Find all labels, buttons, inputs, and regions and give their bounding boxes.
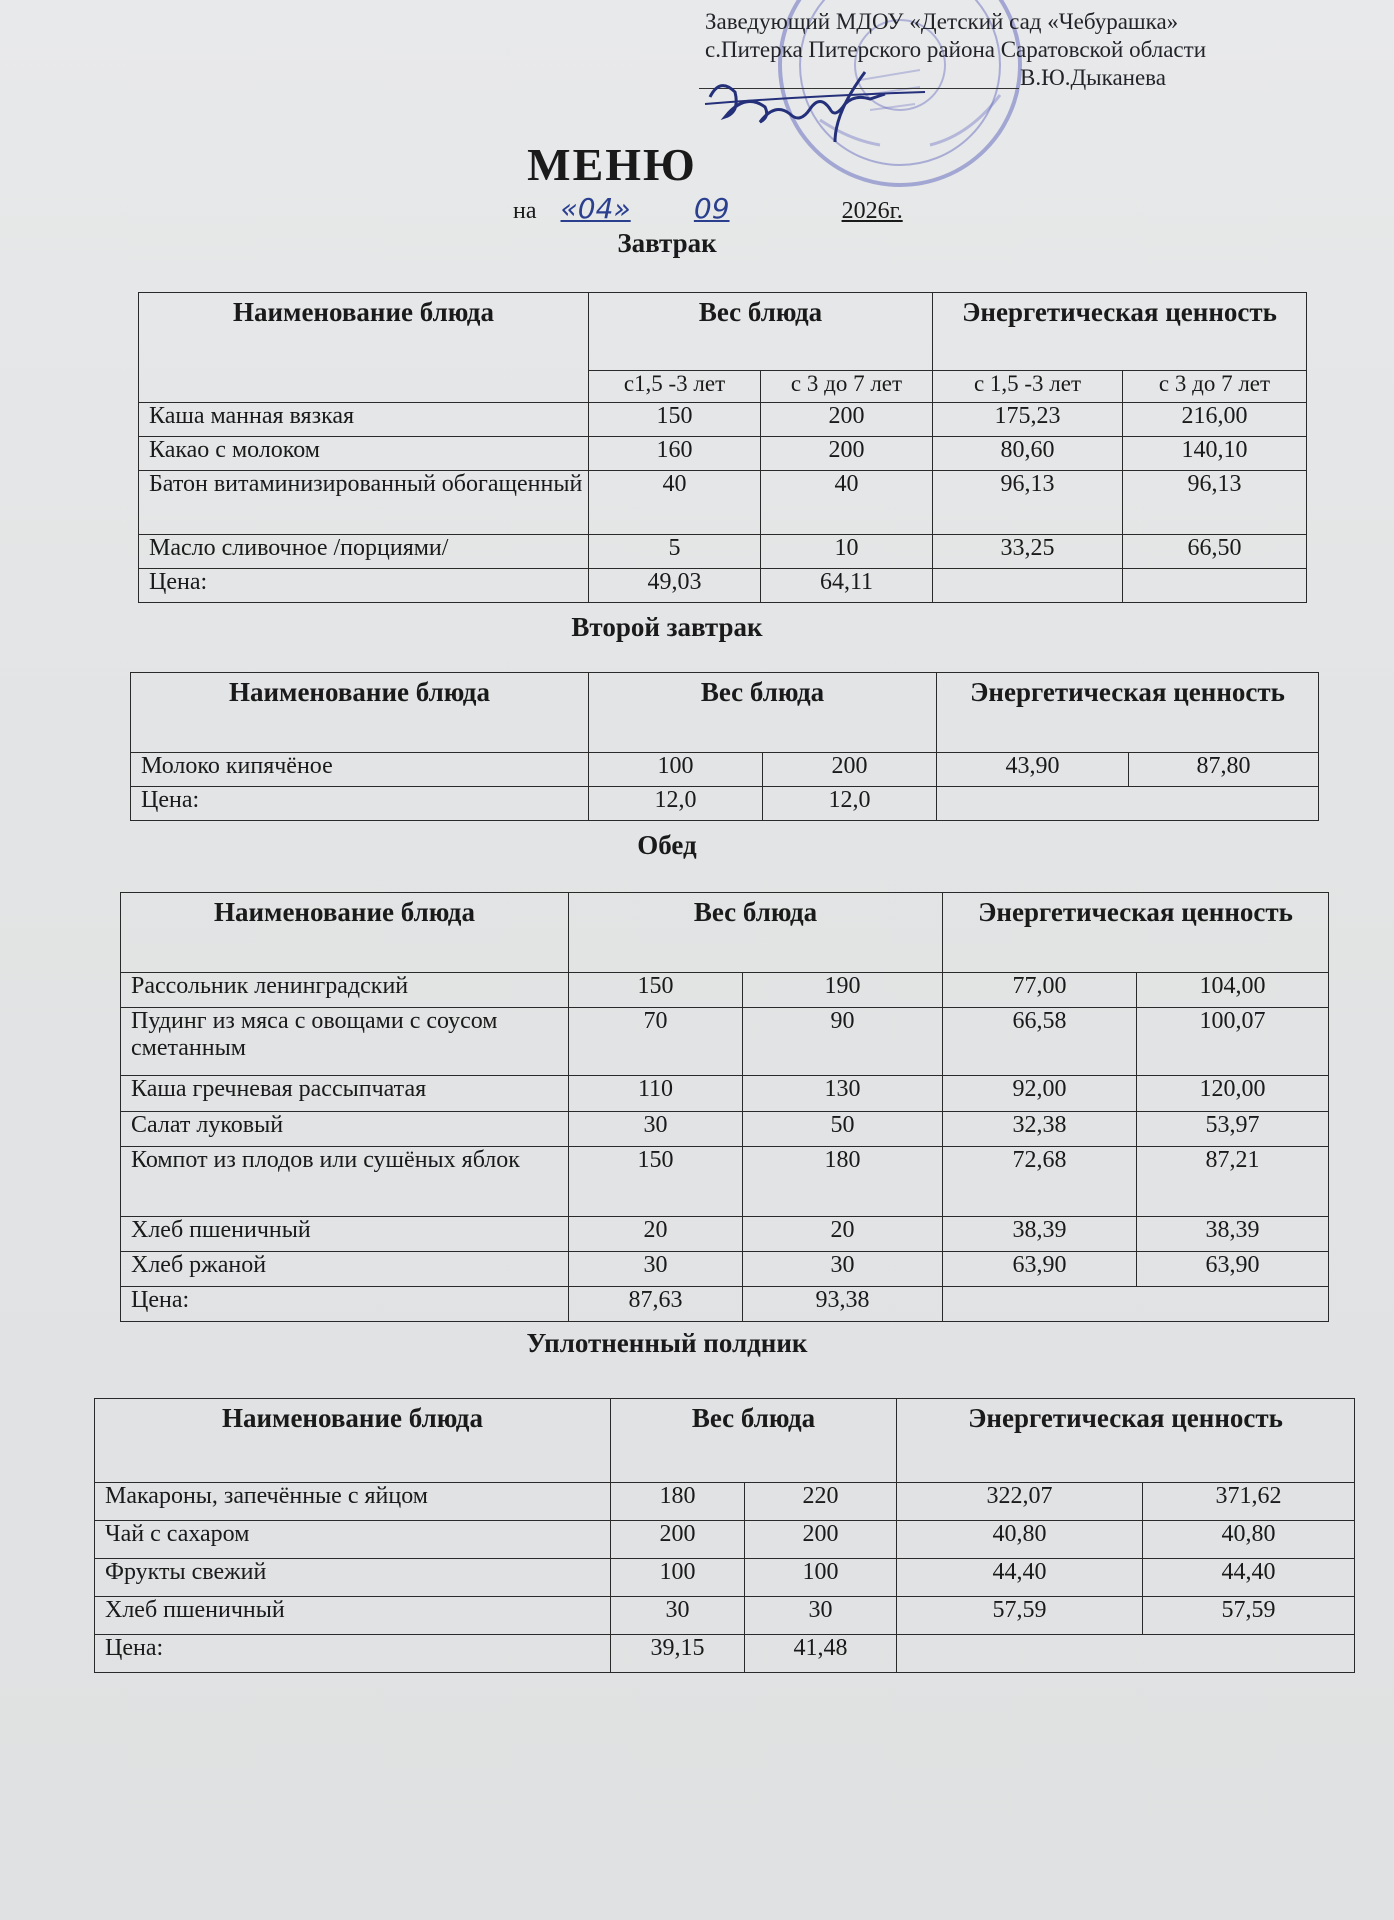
header-weight: Вес блюда bbox=[569, 893, 943, 973]
price-label: Цена: bbox=[139, 569, 589, 603]
energy-value: 96,13 bbox=[1123, 471, 1307, 535]
price-value: 39,15 bbox=[611, 1635, 745, 1673]
energy-value: 43,90 bbox=[937, 753, 1129, 787]
weight-value: 150 bbox=[569, 1147, 743, 1217]
weight-value: 160 bbox=[589, 437, 761, 471]
price-value: 41,48 bbox=[745, 1635, 897, 1673]
energy-value: 57,59 bbox=[1143, 1597, 1355, 1635]
energy-value: 40,80 bbox=[897, 1521, 1143, 1559]
energy-value: 104,00 bbox=[1137, 973, 1329, 1008]
section-title-lunch: Обед bbox=[637, 830, 697, 860]
dish-name: Батон витаминизированный обогащенный bbox=[139, 471, 589, 535]
energy-value: 63,90 bbox=[1137, 1252, 1329, 1287]
weight-value: 100 bbox=[589, 753, 763, 787]
weight-value: 30 bbox=[611, 1597, 745, 1635]
weight-value: 100 bbox=[745, 1559, 897, 1597]
weight-value: 180 bbox=[611, 1483, 745, 1521]
energy-value: 96,13 bbox=[933, 471, 1123, 535]
dish-name: Рассольник ленинградский bbox=[121, 973, 569, 1008]
energy-value: 371,62 bbox=[1143, 1483, 1355, 1521]
dish-name: Масло сливочное /порциями/ bbox=[139, 535, 589, 569]
price-value: 87,63 bbox=[569, 1287, 743, 1322]
dish-name: Какао с молоком bbox=[139, 437, 589, 471]
weight-value: 30 bbox=[569, 1252, 743, 1287]
header-weight: Вес блюда bbox=[589, 293, 933, 371]
energy-value: 32,38 bbox=[943, 1112, 1137, 1147]
date-year: 2026г. bbox=[841, 198, 903, 224]
price-value: 12,0 bbox=[763, 787, 937, 821]
energy-value: 120,00 bbox=[1137, 1076, 1329, 1112]
approval-location: с.Питерка Питерского района Саратовской области bbox=[705, 37, 1207, 62]
header-weight: Вес блюда bbox=[611, 1399, 897, 1483]
table-row bbox=[95, 1521, 1355, 1559]
energy-value: 92,00 bbox=[943, 1076, 1137, 1112]
table-row bbox=[121, 973, 1329, 1008]
price-label: Цена: bbox=[121, 1287, 569, 1322]
weight-value: 5 bbox=[589, 535, 761, 569]
weight-value: 30 bbox=[743, 1252, 943, 1287]
energy-value: 38,39 bbox=[943, 1217, 1137, 1252]
date-month: 09 bbox=[693, 192, 730, 225]
table-row bbox=[121, 1112, 1329, 1147]
lunch-table bbox=[120, 892, 1329, 1322]
table-row bbox=[131, 753, 1319, 787]
weight-value: 30 bbox=[745, 1597, 897, 1635]
price-row bbox=[131, 787, 1319, 821]
price-label: Цена: bbox=[95, 1635, 611, 1673]
weight-value: 190 bbox=[743, 973, 943, 1008]
dish-name: Молоко кипячёное bbox=[131, 753, 589, 787]
table-row bbox=[121, 1217, 1329, 1252]
price-row bbox=[121, 1287, 1329, 1322]
page-title: МЕНЮ bbox=[527, 139, 697, 190]
energy-value: 63,90 bbox=[943, 1252, 1137, 1287]
header-dish: Наименование блюда bbox=[121, 893, 569, 973]
breakfast-table bbox=[138, 292, 1307, 603]
weight-value: 40 bbox=[589, 471, 761, 535]
energy-value: 100,07 bbox=[1137, 1008, 1329, 1076]
table-row bbox=[139, 403, 1307, 437]
weight-value: 150 bbox=[569, 973, 743, 1008]
weight-value: 100 bbox=[611, 1559, 745, 1597]
price-value: 93,38 bbox=[743, 1287, 943, 1322]
dish-name: Хлеб пшеничный bbox=[121, 1217, 569, 1252]
weight-value: 150 bbox=[589, 403, 761, 437]
header-dish: Наименование блюда bbox=[131, 673, 589, 753]
approval-position: Заведующий МДОУ «Детский сад «Чебурашка» bbox=[705, 9, 1179, 34]
energy-value: 40,80 bbox=[1143, 1521, 1355, 1559]
header-energy: Энергетическая ценность bbox=[897, 1399, 1355, 1483]
section-title-breakfast: Завтрак bbox=[617, 228, 717, 258]
energy-value: 38,39 bbox=[1137, 1217, 1329, 1252]
energy-value: 87,21 bbox=[1137, 1147, 1329, 1217]
header-energy: Энергетическая ценность bbox=[937, 673, 1319, 753]
weight-value: 130 bbox=[743, 1076, 943, 1112]
weight-value: 200 bbox=[763, 753, 937, 787]
price-label: Цена: bbox=[131, 787, 589, 821]
table-row bbox=[95, 1597, 1355, 1635]
price-value: 64,11 bbox=[761, 569, 933, 603]
weight-value: 200 bbox=[761, 437, 933, 471]
energy-value: 44,40 bbox=[1143, 1559, 1355, 1597]
weight-value: 200 bbox=[611, 1521, 745, 1559]
energy-value: 72,68 bbox=[943, 1147, 1137, 1217]
header-age: с 3 до 7 лет bbox=[761, 371, 933, 403]
header-dish: Наименование блюда bbox=[139, 293, 589, 403]
energy-value: 322,07 bbox=[897, 1483, 1143, 1521]
energy-value: 66,58 bbox=[943, 1008, 1137, 1076]
dish-name: Чай с сахаром bbox=[95, 1521, 611, 1559]
dish-name: Каша манная вязкая bbox=[139, 403, 589, 437]
date-day: «04» bbox=[560, 192, 631, 225]
dish-name: Макароны, запечённые с яйцом bbox=[95, 1483, 611, 1521]
price-row bbox=[95, 1635, 1355, 1673]
section-title-second-breakfast: Второй завтрак bbox=[571, 612, 763, 642]
table-row bbox=[121, 1252, 1329, 1287]
table-row bbox=[121, 1147, 1329, 1217]
weight-value: 70 bbox=[569, 1008, 743, 1076]
table-row bbox=[139, 471, 1307, 535]
dish-name: Пудинг из мяса с овощами с соусом сметанным bbox=[121, 1008, 569, 1076]
header-energy: Энергетическая ценность bbox=[933, 293, 1307, 371]
menu-date: на «04» 09 2026г. bbox=[513, 192, 903, 225]
dish-name: Компот из плодов или сушёных яблок bbox=[121, 1147, 569, 1217]
energy-value: 57,59 bbox=[897, 1597, 1143, 1635]
weight-value: 90 bbox=[743, 1008, 943, 1076]
weight-value: 10 bbox=[761, 535, 933, 569]
second-breakfast-table bbox=[130, 672, 1319, 821]
dish-name: Хлеб пшеничный bbox=[95, 1597, 611, 1635]
afternoon-snack-table bbox=[94, 1398, 1355, 1673]
weight-value: 40 bbox=[761, 471, 933, 535]
table-row bbox=[121, 1076, 1329, 1112]
energy-value: 80,60 bbox=[933, 437, 1123, 471]
energy-value: 77,00 bbox=[943, 973, 1137, 1008]
price-value: 49,03 bbox=[589, 569, 761, 603]
weight-value: 110 bbox=[569, 1076, 743, 1112]
weight-value: 200 bbox=[761, 403, 933, 437]
weight-value: 220 bbox=[745, 1483, 897, 1521]
energy-value: 66,50 bbox=[1123, 535, 1307, 569]
header-age: с 3 до 7 лет bbox=[1123, 371, 1307, 403]
section-title-afternoon-snack: Уплотненный полдник bbox=[526, 1328, 808, 1358]
table-row bbox=[139, 535, 1307, 569]
price-value: 12,0 bbox=[589, 787, 763, 821]
header-dish: Наименование блюда bbox=[95, 1399, 611, 1483]
price-row bbox=[139, 569, 1307, 603]
table-row bbox=[121, 1008, 1329, 1076]
weight-value: 20 bbox=[743, 1217, 943, 1252]
energy-value: 87,80 bbox=[1129, 753, 1319, 787]
dish-name: Каша гречневая рассыпчатая bbox=[121, 1076, 569, 1112]
weight-value: 50 bbox=[743, 1112, 943, 1147]
approval-name: В.Ю.Дыканева bbox=[1020, 65, 1166, 90]
dish-name: Салат луковый bbox=[121, 1112, 569, 1147]
dish-name: Хлеб ржаной bbox=[121, 1252, 569, 1287]
energy-value: 44,40 bbox=[897, 1559, 1143, 1597]
table-row bbox=[139, 437, 1307, 471]
header-weight: Вес блюда bbox=[589, 673, 937, 753]
weight-value: 180 bbox=[743, 1147, 943, 1217]
weight-value: 30 bbox=[569, 1112, 743, 1147]
header-energy: Энергетическая ценность bbox=[943, 893, 1329, 973]
header-age: с1,5 -3 лет bbox=[589, 371, 761, 403]
energy-value: 175,23 bbox=[933, 403, 1123, 437]
energy-value: 140,10 bbox=[1123, 437, 1307, 471]
energy-value: 53,97 bbox=[1137, 1112, 1329, 1147]
table-row bbox=[95, 1559, 1355, 1597]
weight-value: 200 bbox=[745, 1521, 897, 1559]
header-age: с 1,5 -3 лет bbox=[933, 371, 1123, 403]
energy-value: 216,00 bbox=[1123, 403, 1307, 437]
dish-name: Фрукты свежий bbox=[95, 1559, 611, 1597]
table-row bbox=[95, 1483, 1355, 1521]
energy-value: 33,25 bbox=[933, 535, 1123, 569]
weight-value: 20 bbox=[569, 1217, 743, 1252]
